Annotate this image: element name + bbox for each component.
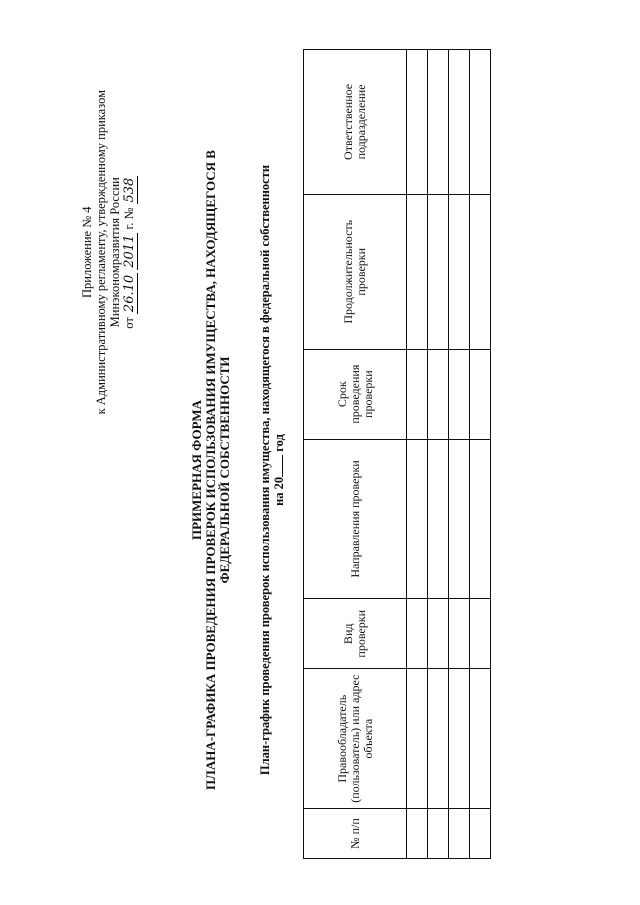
header-owner: Правообладатель (пользователь) или адрес объекта bbox=[304, 669, 407, 809]
table-row bbox=[449, 50, 470, 859]
header-duration: Продолжительность проверки bbox=[304, 194, 407, 349]
table-cell bbox=[470, 669, 491, 809]
order-number-handwritten: 538 bbox=[122, 177, 137, 203]
table-cell bbox=[428, 599, 449, 669]
table-cell bbox=[407, 194, 428, 349]
table-cell bbox=[449, 809, 470, 859]
order-number-label: г. № bbox=[122, 207, 136, 230]
plan-year-blank bbox=[282, 455, 283, 477]
table-cell bbox=[449, 439, 470, 599]
table-row bbox=[407, 50, 428, 859]
table-cell bbox=[449, 349, 470, 439]
appendix-number: Приложение № 4 bbox=[80, 206, 94, 298]
table-cell bbox=[470, 349, 491, 439]
table-cell bbox=[407, 50, 428, 195]
appendix-order-line bbox=[122, 90, 138, 414]
title-line-2: ПЛАНА-ГРАФИКА ПРОВЕДЕНИЯ ПРОВЕРОК ИСПОЛЬЗОВАНИЯ ИМУЩЕСТВА, НАХОДЯЩЕГОСЯ В bbox=[203, 150, 218, 790]
plan-heading bbox=[258, 75, 286, 865]
table-cell bbox=[428, 50, 449, 195]
appendix-note bbox=[80, 90, 138, 414]
table-body bbox=[407, 50, 491, 859]
form-title bbox=[190, 75, 232, 865]
header-number: № п/п bbox=[304, 809, 407, 859]
header-responsible: Ответственное подразделение bbox=[304, 50, 407, 195]
table-cell bbox=[449, 194, 470, 349]
order-year-handwritten: 2011 bbox=[122, 234, 137, 268]
table-cell bbox=[449, 669, 470, 809]
plan-year-line bbox=[272, 75, 286, 865]
table-cell bbox=[407, 349, 428, 439]
table-cell bbox=[428, 669, 449, 809]
order-from-label: от bbox=[122, 317, 136, 329]
table-cell bbox=[470, 194, 491, 349]
table-row bbox=[470, 50, 491, 859]
table-header-row bbox=[304, 50, 407, 859]
appendix-ministry: Минэкономразвития России bbox=[108, 177, 122, 328]
header-directions: Направления проверки bbox=[304, 439, 407, 599]
title-line-3: ФЕДЕРАЛЬНОЙ СОБСТВЕННОСТИ bbox=[217, 356, 232, 584]
table-cell bbox=[449, 50, 470, 195]
title-line-1: ПРИМЕРНАЯ ФОРМА bbox=[189, 400, 204, 540]
table-cell bbox=[428, 439, 449, 599]
table-cell bbox=[428, 194, 449, 349]
table-cell bbox=[428, 349, 449, 439]
header-term: Срок проведения проверки bbox=[304, 349, 407, 439]
order-date-handwritten: 26.10 bbox=[122, 274, 137, 313]
table-cell bbox=[407, 809, 428, 859]
plan-table bbox=[303, 49, 491, 859]
appendix-regulation: к Административному регламенту, утвержденному приказом bbox=[94, 90, 108, 415]
plan-year-suffix: год bbox=[272, 434, 286, 452]
plan-year-prefix: на 20 bbox=[272, 476, 286, 506]
table-cell bbox=[407, 439, 428, 599]
table-cell bbox=[407, 669, 428, 809]
table-cell bbox=[449, 599, 470, 669]
table-cell bbox=[470, 809, 491, 859]
table-cell bbox=[470, 599, 491, 669]
table-cell bbox=[470, 439, 491, 599]
plan-heading-text: План-график проведения проверок использования имущества, находящегося в федеральной собственности bbox=[258, 164, 272, 776]
table-cell bbox=[407, 599, 428, 669]
header-check-type: Вид проверки bbox=[304, 599, 407, 669]
table-row bbox=[428, 50, 449, 859]
table-cell bbox=[428, 809, 449, 859]
table-cell bbox=[470, 50, 491, 195]
